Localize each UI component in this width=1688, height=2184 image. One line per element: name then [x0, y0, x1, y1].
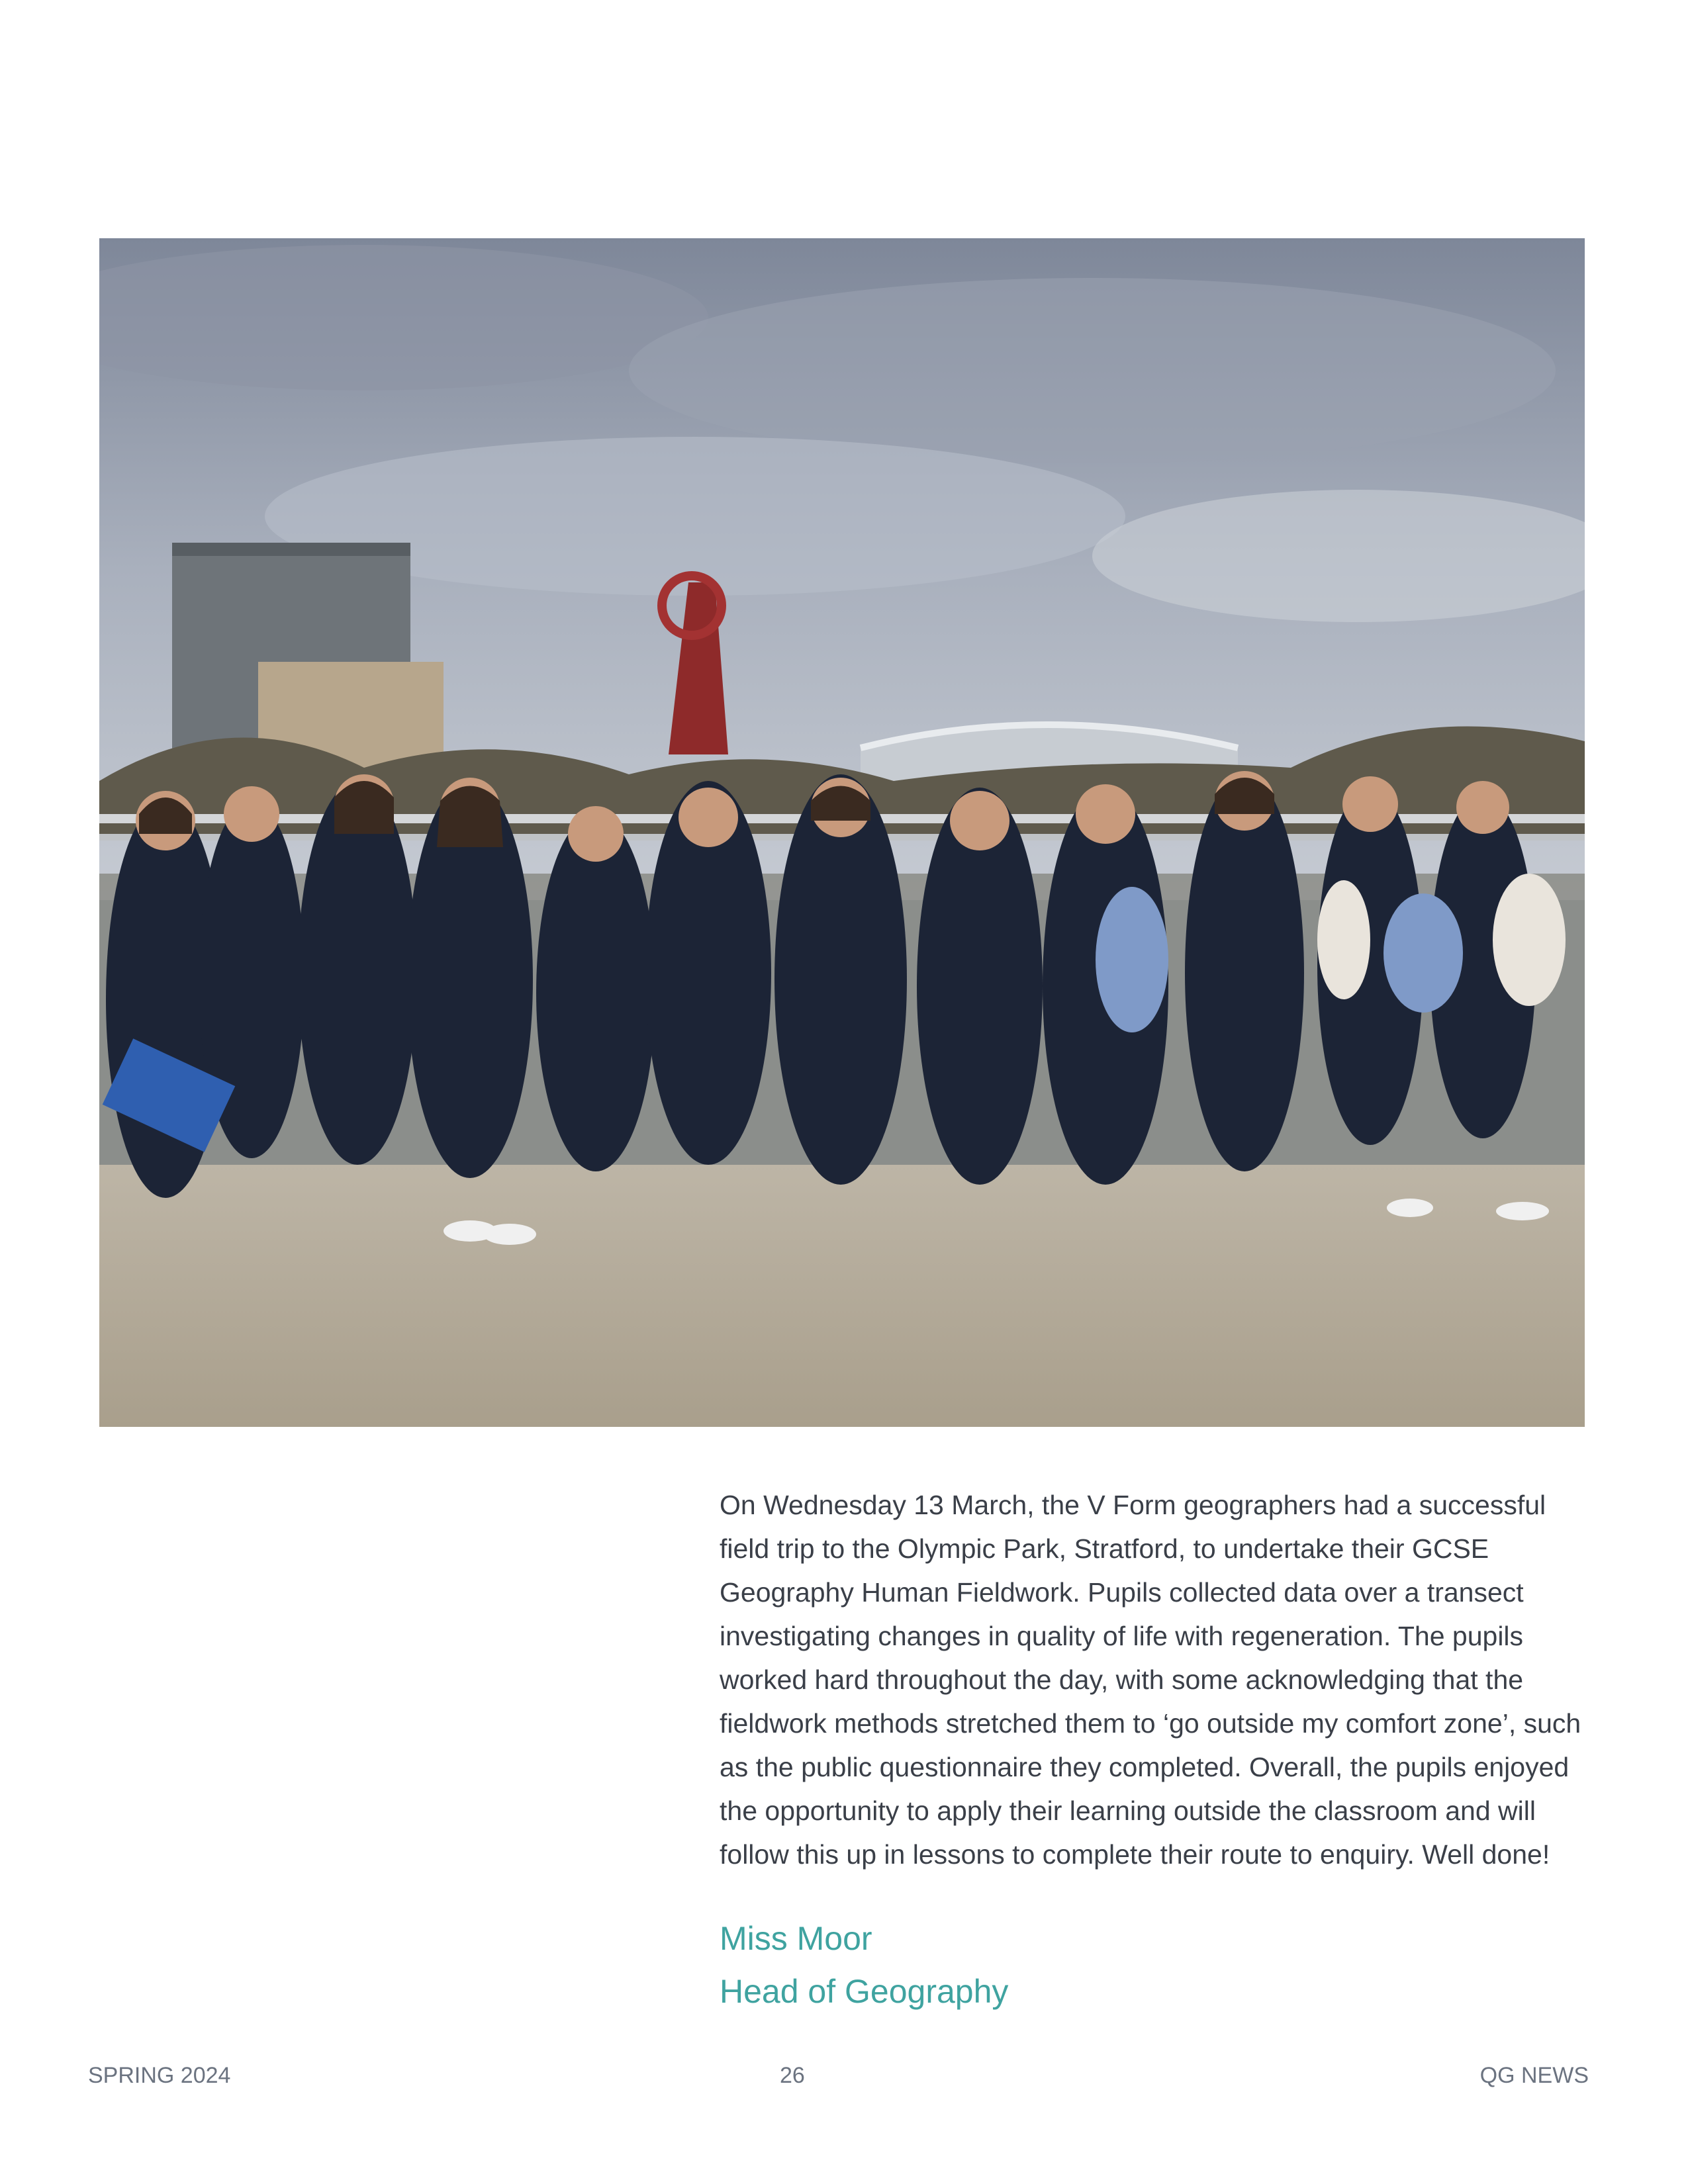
group-photo [99, 238, 1585, 1427]
signature-name: Miss Moor [720, 1920, 872, 1957]
footer-page-number: 26 [780, 2063, 805, 2088]
footer-publication: QG NEWS [1479, 2063, 1589, 2088]
signature-role: Head of Geography [720, 1973, 1009, 2010]
article-body: On Wednesday 13 March, the V Form geographers had a successful field trip to the Olympic Park, Stratford, to undertake their GCSE Geography Human Fieldwork. Pupils collected data over a transect investigating changes in quality of life with regeneration. The pupils worked hard throughout the day, with some acknowledging that the fieldwork methods stretched them to ‘go outside my comfort zone’, such as the public questionnaire they completed. Overall, the pupils enjoyed the opportunity to apply their learning outside the classroom and will follow this up in lessons to complete their route to enquiry. Well done! [720, 1490, 1581, 1870]
footer-issue: SPRING 2024 [88, 2063, 231, 2088]
group-photo-illustration [99, 238, 1585, 1427]
